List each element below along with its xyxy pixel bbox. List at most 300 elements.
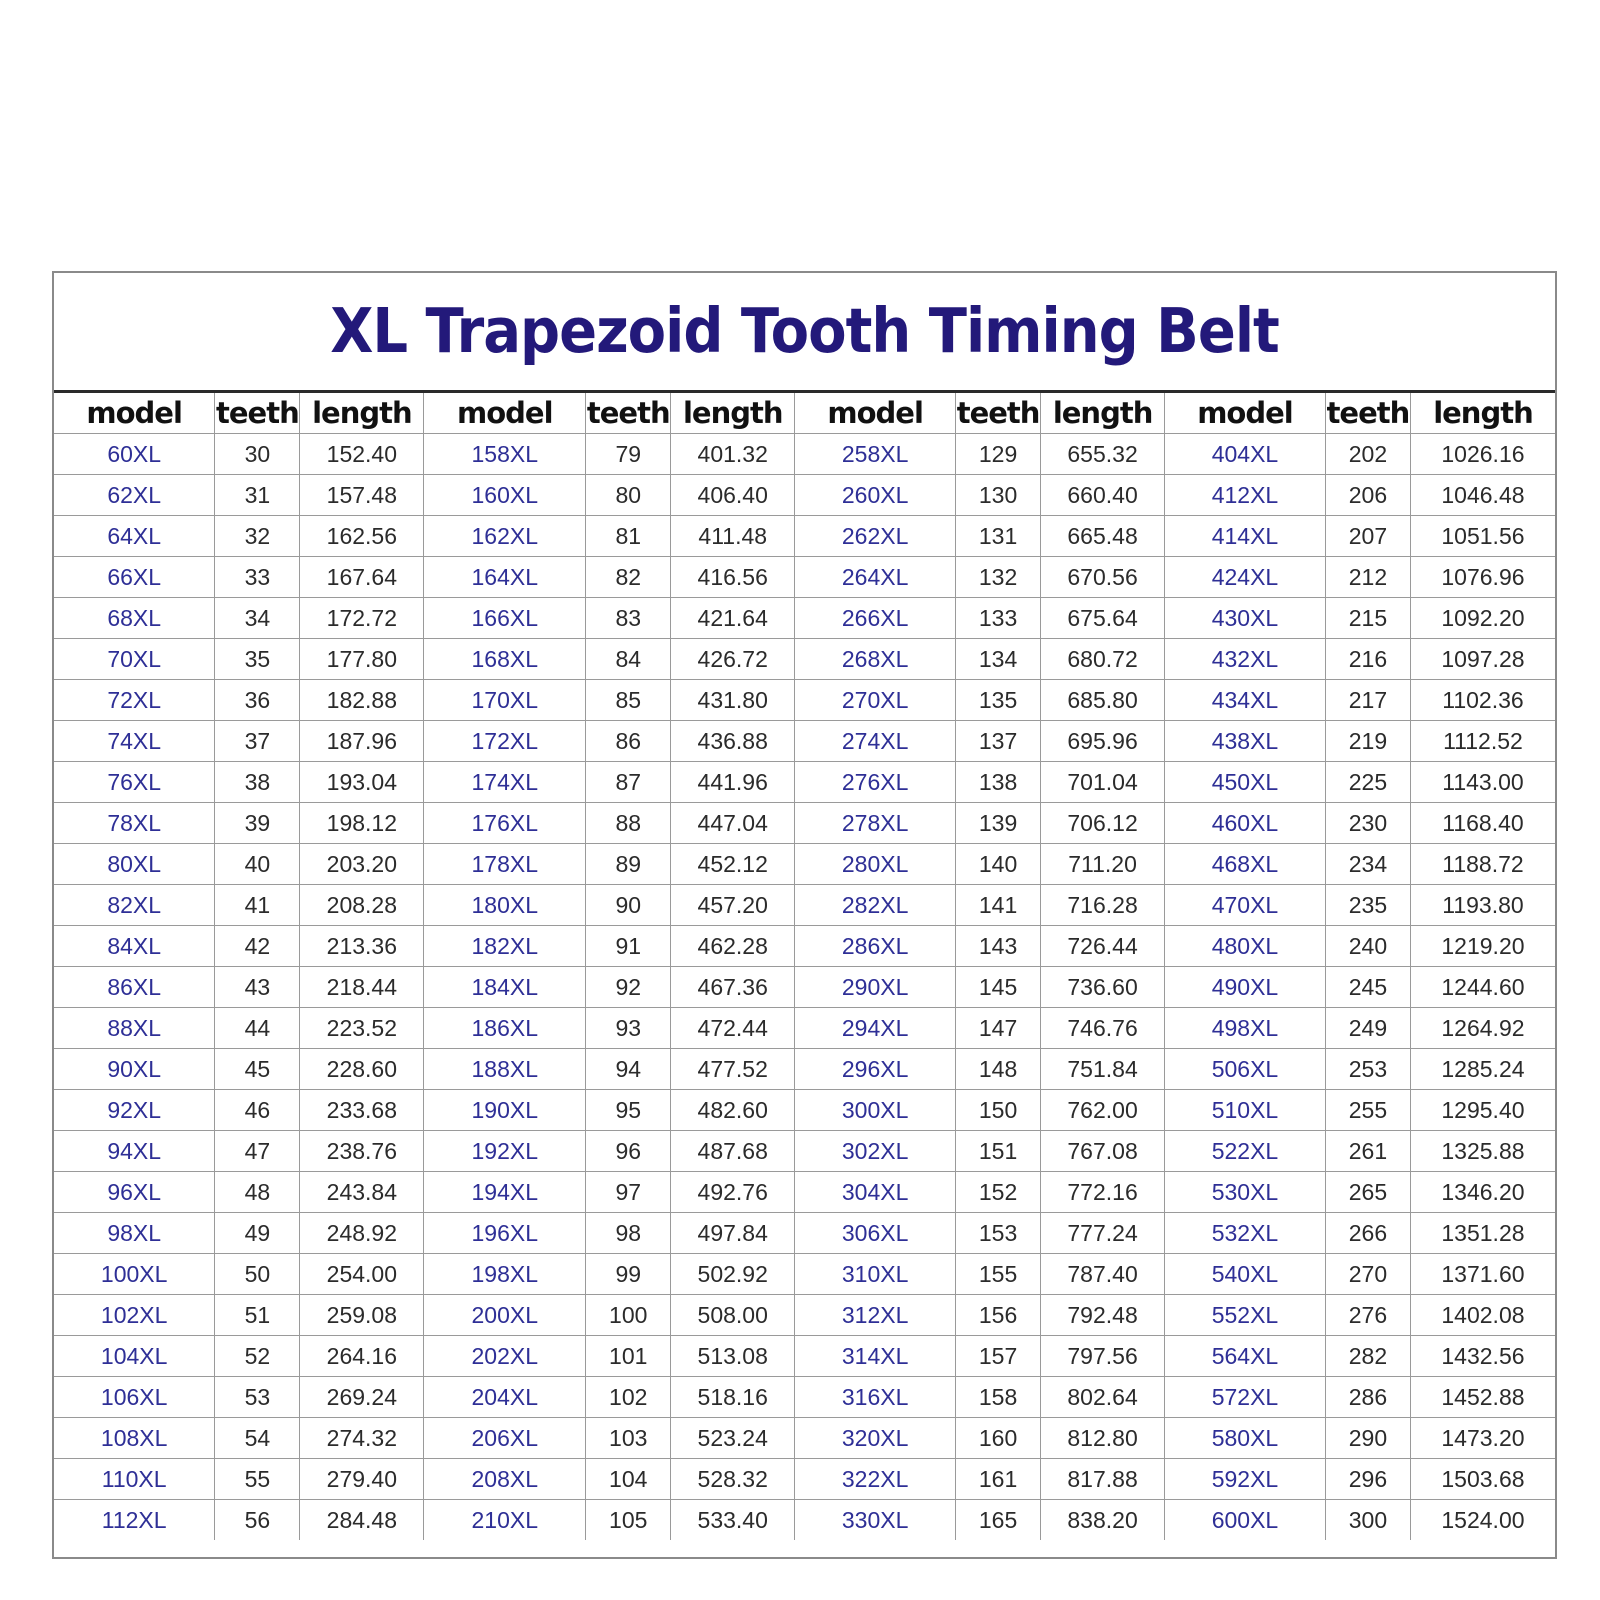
teeth-cell: 46 bbox=[215, 1090, 300, 1131]
teeth-cell: 84 bbox=[586, 639, 671, 680]
teeth-cell: 36 bbox=[215, 680, 300, 721]
length-cell: 1503.68 bbox=[1410, 1459, 1555, 1500]
teeth-cell: 82 bbox=[586, 557, 671, 598]
length-cell: 1264.92 bbox=[1410, 1008, 1555, 1049]
model-cell: 320XL bbox=[795, 1418, 956, 1459]
teeth-cell: 253 bbox=[1325, 1049, 1410, 1090]
length-cell: 238.76 bbox=[300, 1131, 424, 1172]
length-cell: 751.84 bbox=[1041, 1049, 1165, 1090]
teeth-cell: 92 bbox=[586, 967, 671, 1008]
table-row bbox=[54, 434, 1555, 475]
length-cell: 1473.20 bbox=[1410, 1418, 1555, 1459]
model-cell: 430XL bbox=[1165, 598, 1326, 639]
model-cell: 460XL bbox=[1165, 803, 1326, 844]
length-cell: 1092.20 bbox=[1410, 598, 1555, 639]
teeth-cell: 296 bbox=[1325, 1459, 1410, 1500]
model-cell: 92XL bbox=[54, 1090, 215, 1131]
model-cell: 188XL bbox=[424, 1049, 586, 1090]
teeth-cell: 215 bbox=[1325, 598, 1410, 639]
model-cell: 196XL bbox=[424, 1213, 586, 1254]
model-cell: 164XL bbox=[424, 557, 586, 598]
length-cell: 838.20 bbox=[1041, 1500, 1165, 1541]
length-cell: 259.08 bbox=[300, 1295, 424, 1336]
length-cell: 787.40 bbox=[1041, 1254, 1165, 1295]
model-cell: 98XL bbox=[54, 1213, 215, 1254]
length-cell: 193.04 bbox=[300, 762, 424, 803]
table-row bbox=[54, 844, 1555, 885]
model-cell: 168XL bbox=[424, 639, 586, 680]
model-cell: 172XL bbox=[424, 721, 586, 762]
length-cell: 762.00 bbox=[1041, 1090, 1165, 1131]
length-cell: 523.24 bbox=[671, 1418, 795, 1459]
length-cell: 462.28 bbox=[671, 926, 795, 967]
model-cell: 540XL bbox=[1165, 1254, 1326, 1295]
teeth-cell: 202 bbox=[1325, 434, 1410, 475]
table-row bbox=[54, 1172, 1555, 1213]
model-cell: 412XL bbox=[1165, 475, 1326, 516]
length-cell: 1346.20 bbox=[1410, 1172, 1555, 1213]
length-cell: 716.28 bbox=[1041, 885, 1165, 926]
model-cell: 532XL bbox=[1165, 1213, 1326, 1254]
model-cell: 270XL bbox=[795, 680, 956, 721]
length-cell: 675.64 bbox=[1041, 598, 1165, 639]
length-cell: 665.48 bbox=[1041, 516, 1165, 557]
model-cell: 180XL bbox=[424, 885, 586, 926]
teeth-cell: 137 bbox=[956, 721, 1041, 762]
teeth-cell: 129 bbox=[956, 434, 1041, 475]
length-cell: 279.40 bbox=[300, 1459, 424, 1500]
length-cell: 711.20 bbox=[1041, 844, 1165, 885]
model-cell: 162XL bbox=[424, 516, 586, 557]
teeth-cell: 161 bbox=[956, 1459, 1041, 1500]
teeth-cell: 143 bbox=[956, 926, 1041, 967]
length-cell: 1046.48 bbox=[1410, 475, 1555, 516]
teeth-cell: 52 bbox=[215, 1336, 300, 1377]
model-cell: 198XL bbox=[424, 1254, 586, 1295]
table-row bbox=[54, 1090, 1555, 1131]
teeth-cell: 135 bbox=[956, 680, 1041, 721]
length-cell: 706.12 bbox=[1041, 803, 1165, 844]
table-row bbox=[54, 762, 1555, 803]
model-cell: 208XL bbox=[424, 1459, 586, 1500]
model-cell: 108XL bbox=[54, 1418, 215, 1459]
length-cell: 497.84 bbox=[671, 1213, 795, 1254]
model-cell: 280XL bbox=[795, 844, 956, 885]
length-cell: 767.08 bbox=[1041, 1131, 1165, 1172]
model-cell: 530XL bbox=[1165, 1172, 1326, 1213]
model-cell: 72XL bbox=[54, 680, 215, 721]
teeth-cell: 219 bbox=[1325, 721, 1410, 762]
length-cell: 172.72 bbox=[300, 598, 424, 639]
table-row bbox=[54, 475, 1555, 516]
teeth-cell: 101 bbox=[586, 1336, 671, 1377]
length-cell: 167.64 bbox=[300, 557, 424, 598]
teeth-cell: 212 bbox=[1325, 557, 1410, 598]
teeth-cell: 80 bbox=[586, 475, 671, 516]
table-row bbox=[54, 1500, 1555, 1541]
model-cell: 330XL bbox=[795, 1500, 956, 1541]
model-cell: 264XL bbox=[795, 557, 956, 598]
teeth-cell: 41 bbox=[215, 885, 300, 926]
column-header-length: length bbox=[1041, 393, 1165, 434]
teeth-cell: 33 bbox=[215, 557, 300, 598]
model-cell: 310XL bbox=[795, 1254, 956, 1295]
length-cell: 685.80 bbox=[1041, 680, 1165, 721]
model-cell: 424XL bbox=[1165, 557, 1326, 598]
model-cell: 90XL bbox=[54, 1049, 215, 1090]
teeth-cell: 158 bbox=[956, 1377, 1041, 1418]
title-bar bbox=[54, 273, 1555, 393]
model-cell: 194XL bbox=[424, 1172, 586, 1213]
model-cell: 552XL bbox=[1165, 1295, 1326, 1336]
teeth-cell: 39 bbox=[215, 803, 300, 844]
length-cell: 812.80 bbox=[1041, 1418, 1165, 1459]
model-cell: 174XL bbox=[424, 762, 586, 803]
length-cell: 223.52 bbox=[300, 1008, 424, 1049]
model-cell: 510XL bbox=[1165, 1090, 1326, 1131]
model-cell: 74XL bbox=[54, 721, 215, 762]
table-row bbox=[54, 1131, 1555, 1172]
teeth-cell: 282 bbox=[1325, 1336, 1410, 1377]
table-body bbox=[54, 434, 1555, 1541]
teeth-cell: 49 bbox=[215, 1213, 300, 1254]
model-cell: 282XL bbox=[795, 885, 956, 926]
model-cell: 322XL bbox=[795, 1459, 956, 1500]
model-cell: 404XL bbox=[1165, 434, 1326, 475]
length-cell: 1026.16 bbox=[1410, 434, 1555, 475]
model-cell: 88XL bbox=[54, 1008, 215, 1049]
length-cell: 1371.60 bbox=[1410, 1254, 1555, 1295]
model-cell: 300XL bbox=[795, 1090, 956, 1131]
model-cell: 316XL bbox=[795, 1377, 956, 1418]
teeth-cell: 104 bbox=[586, 1459, 671, 1500]
model-cell: 276XL bbox=[795, 762, 956, 803]
teeth-cell: 96 bbox=[586, 1131, 671, 1172]
teeth-cell: 141 bbox=[956, 885, 1041, 926]
length-cell: 1351.28 bbox=[1410, 1213, 1555, 1254]
teeth-cell: 145 bbox=[956, 967, 1041, 1008]
teeth-cell: 234 bbox=[1325, 844, 1410, 885]
teeth-cell: 160 bbox=[956, 1418, 1041, 1459]
teeth-cell: 87 bbox=[586, 762, 671, 803]
model-cell: 106XL bbox=[54, 1377, 215, 1418]
length-cell: 1402.08 bbox=[1410, 1295, 1555, 1336]
length-cell: 1524.00 bbox=[1410, 1500, 1555, 1541]
length-cell: 248.92 bbox=[300, 1213, 424, 1254]
teeth-cell: 165 bbox=[956, 1500, 1041, 1541]
length-cell: 411.48 bbox=[671, 516, 795, 557]
model-cell: 62XL bbox=[54, 475, 215, 516]
model-cell: 80XL bbox=[54, 844, 215, 885]
teeth-cell: 156 bbox=[956, 1295, 1041, 1336]
model-cell: 498XL bbox=[1165, 1008, 1326, 1049]
length-cell: 695.96 bbox=[1041, 721, 1165, 762]
teeth-cell: 48 bbox=[215, 1172, 300, 1213]
table-row bbox=[54, 967, 1555, 1008]
column-header-teeth: teeth bbox=[1325, 393, 1410, 434]
column-header-teeth: teeth bbox=[215, 393, 300, 434]
model-cell: 76XL bbox=[54, 762, 215, 803]
model-cell: 200XL bbox=[424, 1295, 586, 1336]
teeth-cell: 44 bbox=[215, 1008, 300, 1049]
model-cell: 60XL bbox=[54, 434, 215, 475]
teeth-cell: 148 bbox=[956, 1049, 1041, 1090]
model-cell: 580XL bbox=[1165, 1418, 1326, 1459]
model-cell: 64XL bbox=[54, 516, 215, 557]
model-cell: 470XL bbox=[1165, 885, 1326, 926]
model-cell: 192XL bbox=[424, 1131, 586, 1172]
length-cell: 1188.72 bbox=[1410, 844, 1555, 885]
table-row bbox=[54, 598, 1555, 639]
teeth-cell: 138 bbox=[956, 762, 1041, 803]
length-cell: 203.20 bbox=[300, 844, 424, 885]
length-cell: 1143.00 bbox=[1410, 762, 1555, 803]
model-cell: 184XL bbox=[424, 967, 586, 1008]
model-cell: 480XL bbox=[1165, 926, 1326, 967]
model-cell: 468XL bbox=[1165, 844, 1326, 885]
model-cell: 70XL bbox=[54, 639, 215, 680]
length-cell: 157.48 bbox=[300, 475, 424, 516]
length-cell: 254.00 bbox=[300, 1254, 424, 1295]
length-cell: 1325.88 bbox=[1410, 1131, 1555, 1172]
teeth-cell: 83 bbox=[586, 598, 671, 639]
length-cell: 177.80 bbox=[300, 639, 424, 680]
teeth-cell: 266 bbox=[1325, 1213, 1410, 1254]
length-cell: 1168.40 bbox=[1410, 803, 1555, 844]
teeth-cell: 134 bbox=[956, 639, 1041, 680]
teeth-cell: 157 bbox=[956, 1336, 1041, 1377]
length-cell: 187.96 bbox=[300, 721, 424, 762]
teeth-cell: 290 bbox=[1325, 1418, 1410, 1459]
teeth-cell: 85 bbox=[586, 680, 671, 721]
teeth-cell: 265 bbox=[1325, 1172, 1410, 1213]
length-cell: 274.32 bbox=[300, 1418, 424, 1459]
teeth-cell: 240 bbox=[1325, 926, 1410, 967]
length-cell: 487.68 bbox=[671, 1131, 795, 1172]
model-cell: 266XL bbox=[795, 598, 956, 639]
teeth-cell: 97 bbox=[586, 1172, 671, 1213]
model-cell: 104XL bbox=[54, 1336, 215, 1377]
length-cell: 482.60 bbox=[671, 1090, 795, 1131]
model-cell: 312XL bbox=[795, 1295, 956, 1336]
length-cell: 1244.60 bbox=[1410, 967, 1555, 1008]
teeth-cell: 286 bbox=[1325, 1377, 1410, 1418]
model-cell: 262XL bbox=[795, 516, 956, 557]
length-cell: 467.36 bbox=[671, 967, 795, 1008]
table-row bbox=[54, 1213, 1555, 1254]
column-header-length: length bbox=[671, 393, 795, 434]
model-cell: 178XL bbox=[424, 844, 586, 885]
teeth-cell: 93 bbox=[586, 1008, 671, 1049]
model-cell: 600XL bbox=[1165, 1500, 1326, 1541]
teeth-cell: 150 bbox=[956, 1090, 1041, 1131]
teeth-cell: 89 bbox=[586, 844, 671, 885]
length-cell: 431.80 bbox=[671, 680, 795, 721]
table-row bbox=[54, 885, 1555, 926]
length-cell: 447.04 bbox=[671, 803, 795, 844]
teeth-cell: 31 bbox=[215, 475, 300, 516]
length-cell: 264.16 bbox=[300, 1336, 424, 1377]
table-row bbox=[54, 557, 1555, 598]
teeth-cell: 88 bbox=[586, 803, 671, 844]
model-cell: 206XL bbox=[424, 1418, 586, 1459]
model-cell: 190XL bbox=[424, 1090, 586, 1131]
teeth-cell: 53 bbox=[215, 1377, 300, 1418]
teeth-cell: 300 bbox=[1325, 1500, 1410, 1541]
teeth-cell: 245 bbox=[1325, 967, 1410, 1008]
model-cell: 110XL bbox=[54, 1459, 215, 1500]
model-cell: 78XL bbox=[54, 803, 215, 844]
length-cell: 152.40 bbox=[300, 434, 424, 475]
teeth-cell: 102 bbox=[586, 1377, 671, 1418]
length-cell: 421.64 bbox=[671, 598, 795, 639]
table-row bbox=[54, 1418, 1555, 1459]
table-row bbox=[54, 1049, 1555, 1090]
length-cell: 269.24 bbox=[300, 1377, 424, 1418]
table-row bbox=[54, 926, 1555, 967]
length-cell: 162.56 bbox=[300, 516, 424, 557]
teeth-cell: 139 bbox=[956, 803, 1041, 844]
length-cell: 528.32 bbox=[671, 1459, 795, 1500]
model-cell: 450XL bbox=[1165, 762, 1326, 803]
length-cell: 208.28 bbox=[300, 885, 424, 926]
header-row bbox=[54, 393, 1555, 434]
teeth-cell: 43 bbox=[215, 967, 300, 1008]
model-cell: 432XL bbox=[1165, 639, 1326, 680]
table-row bbox=[54, 1377, 1555, 1418]
model-cell: 290XL bbox=[795, 967, 956, 1008]
teeth-cell: 38 bbox=[215, 762, 300, 803]
model-cell: 592XL bbox=[1165, 1459, 1326, 1500]
teeth-cell: 98 bbox=[586, 1213, 671, 1254]
model-cell: 268XL bbox=[795, 639, 956, 680]
model-cell: 506XL bbox=[1165, 1049, 1326, 1090]
length-cell: 1112.52 bbox=[1410, 721, 1555, 762]
model-cell: 306XL bbox=[795, 1213, 956, 1254]
teeth-cell: 90 bbox=[586, 885, 671, 926]
table-row bbox=[54, 721, 1555, 762]
teeth-cell: 54 bbox=[215, 1418, 300, 1459]
teeth-cell: 86 bbox=[586, 721, 671, 762]
teeth-cell: 270 bbox=[1325, 1254, 1410, 1295]
model-cell: 160XL bbox=[424, 475, 586, 516]
teeth-cell: 81 bbox=[586, 516, 671, 557]
length-cell: 518.16 bbox=[671, 1377, 795, 1418]
length-cell: 670.56 bbox=[1041, 557, 1165, 598]
table-row bbox=[54, 1008, 1555, 1049]
model-cell: 572XL bbox=[1165, 1377, 1326, 1418]
length-cell: 452.12 bbox=[671, 844, 795, 885]
teeth-cell: 206 bbox=[1325, 475, 1410, 516]
length-cell: 508.00 bbox=[671, 1295, 795, 1336]
teeth-cell: 151 bbox=[956, 1131, 1041, 1172]
model-cell: 274XL bbox=[795, 721, 956, 762]
model-cell: 286XL bbox=[795, 926, 956, 967]
model-cell: 96XL bbox=[54, 1172, 215, 1213]
length-cell: 218.44 bbox=[300, 967, 424, 1008]
column-header-model: model bbox=[795, 393, 956, 434]
table-row bbox=[54, 803, 1555, 844]
teeth-cell: 95 bbox=[586, 1090, 671, 1131]
teeth-cell: 40 bbox=[215, 844, 300, 885]
length-cell: 502.92 bbox=[671, 1254, 795, 1295]
column-header-model: model bbox=[424, 393, 586, 434]
column-header-length: length bbox=[300, 393, 424, 434]
table-row bbox=[54, 1336, 1555, 1377]
teeth-cell: 131 bbox=[956, 516, 1041, 557]
model-cell: 434XL bbox=[1165, 680, 1326, 721]
model-cell: 304XL bbox=[795, 1172, 956, 1213]
model-cell: 202XL bbox=[424, 1336, 586, 1377]
model-cell: 302XL bbox=[795, 1131, 956, 1172]
teeth-cell: 217 bbox=[1325, 680, 1410, 721]
model-cell: 438XL bbox=[1165, 721, 1326, 762]
teeth-cell: 216 bbox=[1325, 639, 1410, 680]
model-cell: 176XL bbox=[424, 803, 586, 844]
model-cell: 182XL bbox=[424, 926, 586, 967]
model-cell: 522XL bbox=[1165, 1131, 1326, 1172]
length-cell: 746.76 bbox=[1041, 1008, 1165, 1049]
teeth-cell: 153 bbox=[956, 1213, 1041, 1254]
teeth-cell: 105 bbox=[586, 1500, 671, 1541]
length-cell: 792.48 bbox=[1041, 1295, 1165, 1336]
model-cell: 170XL bbox=[424, 680, 586, 721]
teeth-cell: 37 bbox=[215, 721, 300, 762]
teeth-cell: 133 bbox=[956, 598, 1041, 639]
length-cell: 233.68 bbox=[300, 1090, 424, 1131]
table-row bbox=[54, 639, 1555, 680]
length-cell: 797.56 bbox=[1041, 1336, 1165, 1377]
teeth-cell: 55 bbox=[215, 1459, 300, 1500]
model-cell: 258XL bbox=[795, 434, 956, 475]
length-cell: 198.12 bbox=[300, 803, 424, 844]
length-cell: 817.88 bbox=[1041, 1459, 1165, 1500]
length-cell: 660.40 bbox=[1041, 475, 1165, 516]
length-cell: 401.32 bbox=[671, 434, 795, 475]
teeth-cell: 261 bbox=[1325, 1131, 1410, 1172]
teeth-cell: 47 bbox=[215, 1131, 300, 1172]
teeth-cell: 207 bbox=[1325, 516, 1410, 557]
teeth-cell: 91 bbox=[586, 926, 671, 967]
length-cell: 533.40 bbox=[671, 1500, 795, 1541]
teeth-cell: 35 bbox=[215, 639, 300, 680]
model-cell: 94XL bbox=[54, 1131, 215, 1172]
length-cell: 513.08 bbox=[671, 1336, 795, 1377]
model-cell: 86XL bbox=[54, 967, 215, 1008]
teeth-cell: 50 bbox=[215, 1254, 300, 1295]
column-header-teeth: teeth bbox=[586, 393, 671, 434]
teeth-cell: 34 bbox=[215, 598, 300, 639]
length-cell: 1051.56 bbox=[1410, 516, 1555, 557]
length-cell: 726.44 bbox=[1041, 926, 1165, 967]
teeth-cell: 56 bbox=[215, 1500, 300, 1541]
column-header-teeth: teeth bbox=[956, 393, 1041, 434]
length-cell: 655.32 bbox=[1041, 434, 1165, 475]
length-cell: 680.72 bbox=[1041, 639, 1165, 680]
teeth-cell: 147 bbox=[956, 1008, 1041, 1049]
length-cell: 406.40 bbox=[671, 475, 795, 516]
length-cell: 416.56 bbox=[671, 557, 795, 598]
length-cell: 777.24 bbox=[1041, 1213, 1165, 1254]
teeth-cell: 235 bbox=[1325, 885, 1410, 926]
model-cell: 314XL bbox=[795, 1336, 956, 1377]
length-cell: 436.88 bbox=[671, 721, 795, 762]
model-cell: 294XL bbox=[795, 1008, 956, 1049]
length-cell: 228.60 bbox=[300, 1049, 424, 1090]
model-cell: 296XL bbox=[795, 1049, 956, 1090]
length-cell: 182.88 bbox=[300, 680, 424, 721]
column-header-length: length bbox=[1410, 393, 1555, 434]
